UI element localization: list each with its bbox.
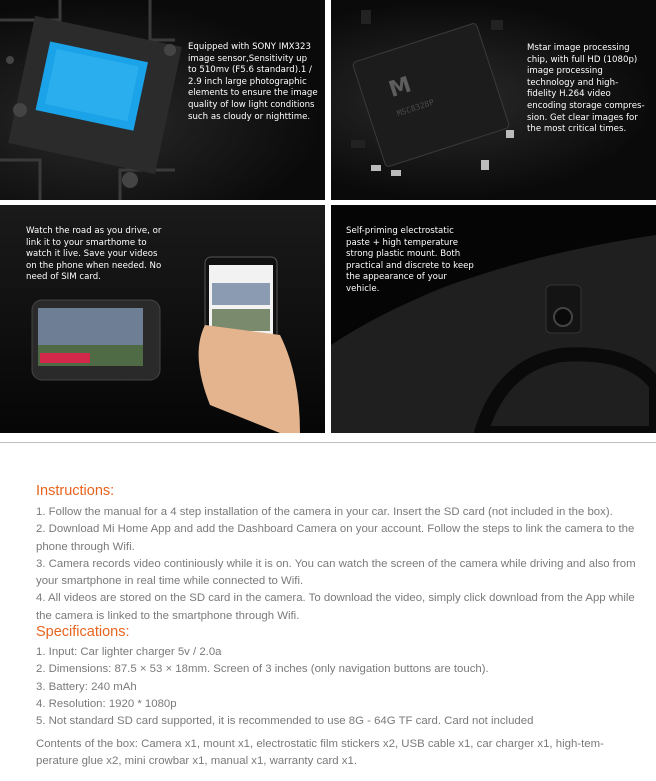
specifications-heading: Specifications: bbox=[36, 624, 130, 640]
panel-caption: Mstar image processing chip, with full HD (1080p) image processing technology and high-fidelity H.264 video encoding storage compres-sion. Get clear images for the most critical times. bbox=[527, 43, 645, 135]
list-item: 2. Dimensions: 87.5 × 53 × 18mm. Screen of 3 inches (only navigation buttons are touch). bbox=[36, 663, 489, 676]
phone-illustration bbox=[199, 257, 300, 433]
specifications-list bbox=[36, 644, 642, 730]
list-item: 4. Resolution: 1920 * 1080p bbox=[36, 697, 177, 710]
feature-panel-mount bbox=[331, 205, 656, 433]
instructions-heading: Instructions: bbox=[36, 483, 115, 499]
feature-panel-chip bbox=[331, 0, 656, 200]
panel-caption: Watch the road as you drive, or link it to your smarthome to watch it live. Save your videos on the phone when needed. No need of SIM card. bbox=[26, 226, 162, 283]
instructions-list bbox=[36, 504, 642, 625]
list-item: 5. Not standard SD card supported, it is recommended to use 8G - 64G TF card. Card not included bbox=[36, 715, 534, 728]
section-divider bbox=[0, 442, 656, 443]
list-item: 1. Follow the manual for a 4 step installation of the camera in your car. Insert the SD card (not included in the box). bbox=[36, 506, 613, 518]
panel-caption: Equipped with SONY IMX323 image sensor,Sensitivity up to 510mv (F5.6 standard).1 / 2.9 inch large photographic elements to ensure the image quality of low light conditions such as cloudy or nighttime. bbox=[188, 42, 318, 122]
box-contents: Contents of the box: Camera x1, mount x1, electrostatic film stickers x2, USB cable x1, car charger x1, high-tem-perature glue x2, mini crowbar x1, manual x1, warranty card x1. bbox=[36, 738, 604, 768]
chip-logo: M bbox=[385, 72, 415, 103]
feature-panel-app bbox=[0, 205, 325, 433]
list-item: 2. Download Mi Home App and add the Dashboard Camera on your account. Follow the steps to link the camera to the phone through Wifi. bbox=[36, 523, 635, 553]
feature-panel-sensor bbox=[0, 0, 325, 200]
chip-marking: MSC8328P bbox=[395, 97, 436, 119]
list-item: 4. All videos are stored on the SD card in the camera. To download the video, simply click download from the App while the camera is linked to the smartphone through Wifi. bbox=[36, 592, 635, 622]
panel-caption: Self-priming electrostatic paste + high temperature strong plastic mount. Both practical and discrete to keep the appearance of your vehicle. bbox=[346, 226, 474, 294]
list-item: 1. Input: Car lighter charger 5v / 2.0a bbox=[36, 646, 222, 658]
list-item: 3. Battery: 240 mAh bbox=[36, 680, 137, 693]
list-item: 3. Camera records video continiously while it is on. You can watch the screen of the camera while driving and also from your smartphone in real time while connected to Wifi. bbox=[36, 557, 636, 588]
dashcam-phone-illustration bbox=[0, 205, 325, 433]
